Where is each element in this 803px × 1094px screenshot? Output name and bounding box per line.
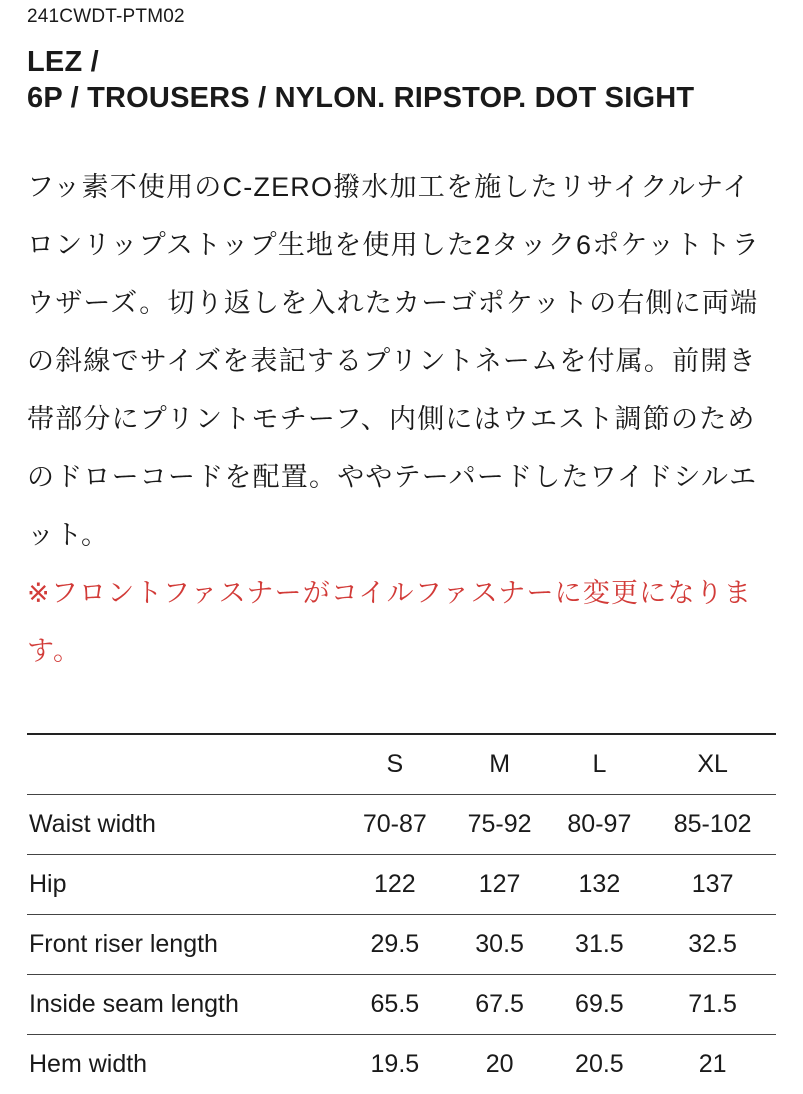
size-cell: 137: [649, 854, 776, 914]
size-cell: 70-87: [340, 794, 450, 854]
size-cell: 20.5: [550, 1034, 650, 1094]
size-cell: 122: [340, 854, 450, 914]
size-cell: 30.5: [450, 914, 550, 974]
size-cell: 67.5: [450, 974, 550, 1034]
product-description: [27, 166, 779, 688]
description-line: フッ素不使用のC-ZERO撥水加工を施したリサイクルナイ: [27, 172, 751, 202]
zipper-change-note: ※フロントファスナーがコイルファスナーに変更になりま: [27, 578, 753, 608]
description-line: 帯部分にプリントモチーフ、内側にはウエスト調節のため: [27, 404, 756, 434]
row-label: Waist width: [27, 794, 340, 854]
description-line: のドローコードを配置。ややテーパードしたワイドシルエ: [27, 462, 758, 492]
size-row-hip: [27, 854, 776, 914]
size-cell: 69.5: [550, 974, 650, 1034]
row-label: Front riser length: [27, 914, 340, 974]
description-line: ロンリップストップ生地を使用した2タック6ポケットトラ: [27, 230, 761, 260]
row-label: Inside seam length: [27, 974, 340, 1034]
row-label: Hip: [27, 854, 340, 914]
size-cell: 32.5: [649, 914, 776, 974]
size-cell: 127: [450, 854, 550, 914]
size-header-s: S: [340, 734, 450, 794]
size-header-blank: [27, 734, 340, 794]
description-line: ウザーズ。切り返しを入れたカーゴポケットの右側に両端: [27, 288, 759, 318]
size-cell: 19.5: [340, 1034, 450, 1094]
size-cell: 65.5: [340, 974, 450, 1034]
size-cell: 20: [450, 1034, 550, 1094]
product-title: [27, 44, 694, 116]
size-header-l: L: [550, 734, 650, 794]
size-cell: 31.5: [550, 914, 650, 974]
description-line: ット。: [27, 520, 110, 550]
size-chart: [27, 733, 776, 1094]
size-cell: 85-102: [649, 794, 776, 854]
product-title-line-1: LEZ /: [27, 46, 99, 78]
size-header-row: [27, 734, 776, 794]
size-row-hem-width: [27, 1034, 776, 1094]
product-code: 241CWDT-PTM02: [27, 6, 185, 27]
size-cell: 132: [550, 854, 650, 914]
size-row-waist-width: [27, 794, 776, 854]
row-label: Hem width: [27, 1034, 340, 1094]
size-row-inside-seam-length: [27, 974, 776, 1034]
description-line: の斜線でサイズを表記するプリントネームを付属。前開き: [27, 346, 757, 376]
product-title-line-2: 6P / TROUSERS / NYLON. RIPSTOP. DOT SIGHT: [27, 82, 695, 114]
size-cell: 21: [649, 1034, 776, 1094]
size-cell: 75-92: [450, 794, 550, 854]
size-cell: 29.5: [340, 914, 450, 974]
zipper-change-note: す。: [27, 636, 82, 666]
size-cell: 80-97: [550, 794, 650, 854]
size-header-xl: XL: [649, 734, 776, 794]
size-header-m: M: [450, 734, 550, 794]
size-cell: 71.5: [649, 974, 776, 1034]
size-row-front-riser-length: [27, 914, 776, 974]
